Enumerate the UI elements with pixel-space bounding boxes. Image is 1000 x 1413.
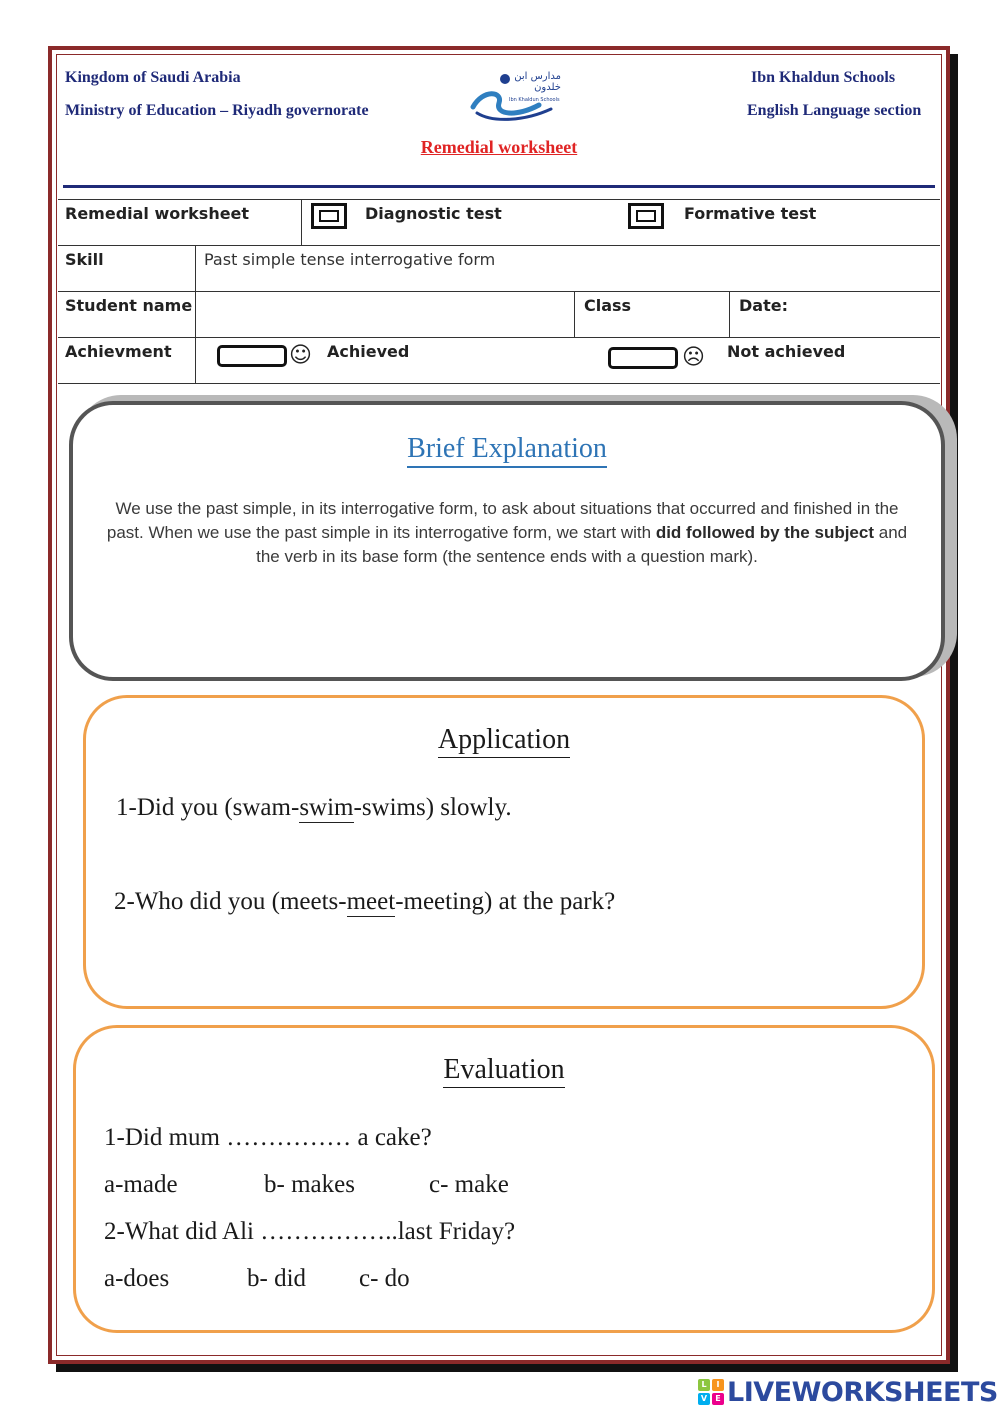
q1-answer-choice[interactable]: swim — [299, 794, 354, 821]
q1-prefix: 1-Did you (swam- — [116, 794, 300, 821]
application-title-row — [86, 724, 922, 756]
table-col-divider — [729, 291, 730, 337]
q2-suffix: -meeting) at the park? — [395, 888, 616, 915]
explanation-title: Brief Explanation — [407, 433, 607, 468]
skill-value: Past simple tense interrogative form — [204, 250, 496, 269]
explanation-text-part2: and the verb in its base form (the sentence ends with a question mark). — [256, 523, 908, 566]
evaluation-question-1: 1-Did mum …………… a cake? — [104, 1124, 432, 1151]
date-field[interactable] — [792, 296, 942, 332]
skill-label: Skill — [65, 250, 104, 269]
brand-mark-letter: I — [712, 1379, 724, 1391]
q1-option-c[interactable]: c- make — [429, 1171, 509, 1198]
date-label: Date: — [739, 296, 788, 315]
achieved-label: Achieved — [327, 342, 410, 361]
header-section: English Language section — [747, 102, 922, 119]
liveworksheets-brand[interactable] — [698, 1377, 998, 1407]
not-achieved-label: Not achieved — [727, 342, 846, 361]
brand-mark-letter: L — [698, 1379, 710, 1391]
worksheet-page — [48, 46, 950, 1364]
explanation-text-bold: did followed by the subject — [655, 523, 875, 542]
evaluation-box — [73, 1025, 935, 1333]
q2-answer-choice[interactable]: meet — [346, 888, 396, 915]
table-col-divider — [301, 199, 302, 245]
class-label: Class — [584, 296, 632, 315]
header-divider — [63, 185, 935, 188]
explanation-box — [69, 401, 945, 681]
brand-mark-letter: V — [698, 1393, 710, 1405]
header-ministry: Ministry of Education – Riyadh governorate — [65, 102, 369, 119]
type-diagnostic-label: Diagnostic test — [365, 204, 502, 223]
table-row-divider — [58, 291, 940, 292]
application-question-2 — [114, 888, 615, 916]
q2-prefix: 2-Who did you (meets- — [114, 888, 347, 915]
formative-checkbox[interactable] — [628, 203, 664, 229]
sad-face-icon: ☹ — [682, 345, 705, 370]
logo-arabic-text: مدارس ابن خلدون — [514, 71, 561, 93]
diagnostic-checkbox[interactable] — [311, 203, 347, 229]
table-col-divider — [195, 245, 196, 383]
q1-suffix: -swims) slowly. — [353, 794, 512, 821]
worksheet-title: Remedial worksheet — [420, 137, 578, 157]
school-logo — [469, 69, 561, 125]
page-inner-border — [56, 54, 942, 1356]
q1-option-a[interactable]: a-made — [104, 1171, 178, 1198]
student-name-field[interactable] — [204, 296, 564, 332]
table-col-divider — [574, 291, 575, 337]
header-country: Kingdom of Saudi Arabia — [65, 69, 241, 86]
achieved-checkbox[interactable] — [217, 345, 287, 367]
explanation-text — [103, 497, 911, 569]
explanation-text-part1: We use the past simple, in its interrogative form, to ask about situations that occurred and finished in the past. When we use the past simple in its interrogative form, we start with — [106, 499, 899, 542]
smiley-face-icon: ☺ — [289, 343, 312, 368]
table-bottom-border — [58, 383, 940, 384]
evaluation-question-2: 2-What did Ali ……………..last Friday? — [104, 1218, 516, 1245]
brand-mark-letter: E — [712, 1393, 724, 1405]
application-title: Application — [438, 724, 570, 758]
table-top-border — [58, 199, 940, 200]
table-row-divider — [58, 337, 940, 338]
table-row-divider — [58, 245, 940, 246]
achievement-label: Achievment — [65, 342, 172, 361]
q1-option-b[interactable]: b- makes — [264, 1171, 355, 1198]
application-question-1 — [116, 794, 512, 822]
evaluation-title-row — [76, 1054, 932, 1086]
liveworksheets-logo-icon — [698, 1379, 724, 1405]
liveworksheets-wordmark: LIVEWORKSHEETS — [727, 1376, 998, 1408]
logo-english-text: Ibn Khaldun Schools — [509, 97, 560, 103]
evaluation-title: Evaluation — [443, 1054, 564, 1088]
q2-option-a[interactable]: a-does — [104, 1265, 170, 1292]
type-formative-label: Formative test — [684, 204, 817, 223]
header-school: Ibn Khaldun Schools — [751, 69, 896, 86]
class-field[interactable] — [637, 296, 723, 332]
worksheet-title-row — [57, 137, 941, 158]
explanation-title-row — [73, 433, 941, 465]
not-achieved-checkbox[interactable] — [608, 347, 678, 369]
application-box — [83, 695, 925, 1009]
q2-option-c[interactable]: c- do — [359, 1265, 410, 1292]
type-remedial-label: Remedial worksheet — [65, 204, 250, 223]
q2-option-b[interactable]: b- did — [247, 1265, 307, 1292]
student-name-label: Student name — [65, 296, 193, 315]
